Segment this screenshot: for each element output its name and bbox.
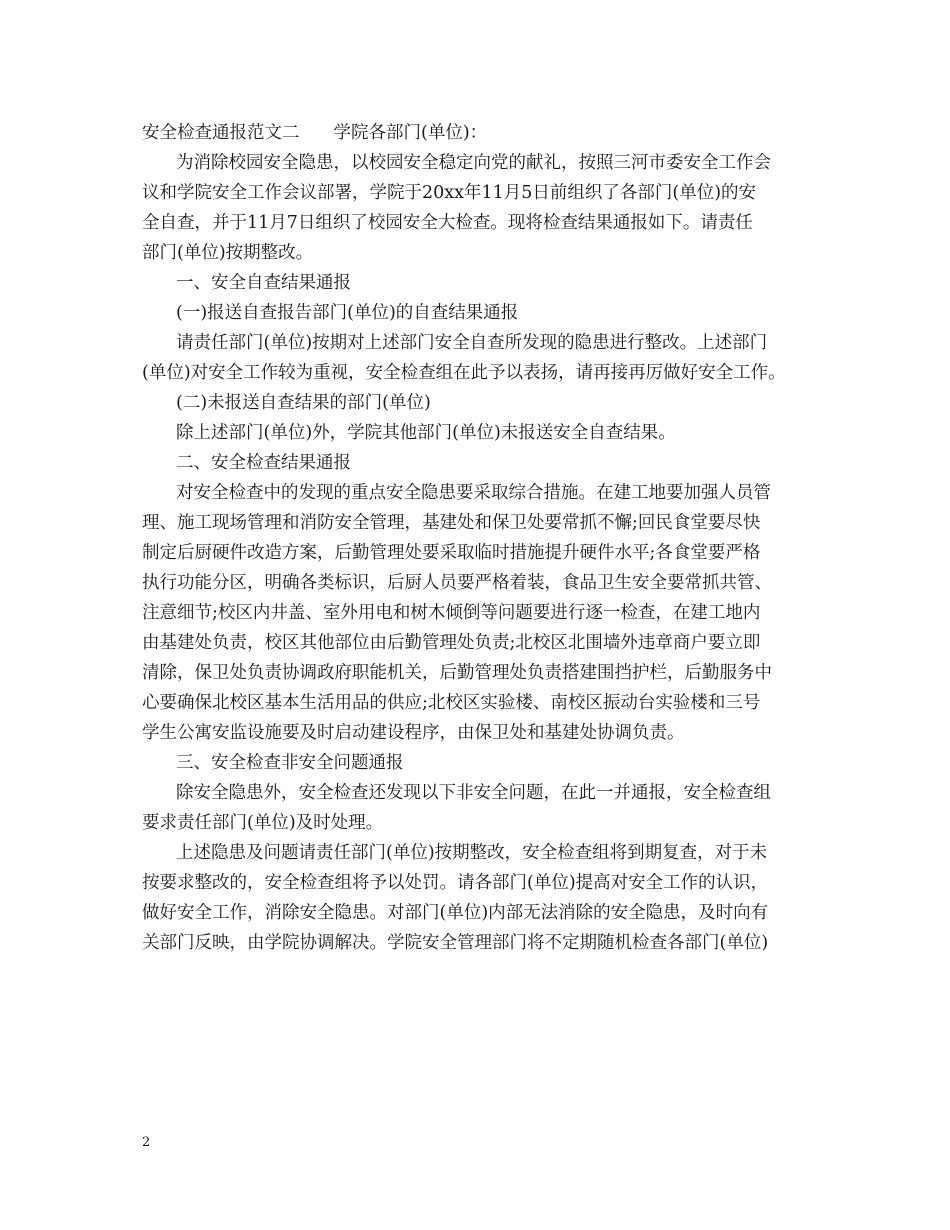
text-line: 学生公寓安监设施要及时启动建设程序，由保卫处和基建处协调负责。 [142, 723, 685, 743]
text-line: 全自查，并于11月7日组织了校园安全大检查。现将检查结果通报如下。请责任 [142, 213, 753, 233]
text-line: 要求责任部门(单位)及时处理。 [142, 813, 384, 833]
document-heading [142, 118, 822, 148]
text-line: 三、安全检查非安全问题通报 [176, 753, 404, 773]
text-line: 部门(单位)按期整改。 [142, 243, 314, 263]
page-number: 2 [142, 1135, 151, 1150]
text-line: 心要确保北校区基本生活用品的供应;北校区实验楼、南校区振动台实验楼和三号 [142, 693, 761, 713]
text-line: 理、施工现场管理和消防安全管理，基建处和保卫处要常抓不懈;回民食堂要尽快 [142, 513, 761, 533]
text-line: 注意细节;校区内井盖、室外用电和树木倾倒等问题要进行逐一检查，在建工地内 [142, 603, 761, 623]
text-line: 请责任部门(单位)按期对上述部门安全自查所发现的隐患进行整改。上述部门 [176, 333, 768, 353]
text-line: 制定后厨硬件改造方案，后勤管理处要采取临时措施提升硬件水平;各食堂要严格 [142, 543, 761, 563]
document-recipient: 学院各部门(单位)： [333, 123, 488, 143]
text-line: 按要求整改的，安全检查组将予以处罚。请各部门(单位)提高对安全工作的认识， [142, 873, 769, 893]
text-line: 由基建处负责，校区其他部位由后勤管理处负责;北校区北围墙外违章商户要立即 [142, 633, 761, 653]
text-line: 议和学院安全工作会议部署，学院于20xx年11月5日前组织了各部门(单位)的安 [142, 183, 757, 203]
text-line: 除上述部门(单位)外，学院其他部门(单位)未报送安全自查结果。 [176, 423, 676, 443]
text-line: (二)未报送自查结果的部门(单位) [176, 393, 431, 413]
text-line: (一)报送自查报告部门(单位)的自查结果通报 [176, 303, 519, 323]
text-line: 一、安全自查结果通报 [176, 273, 351, 293]
document-body [142, 118, 822, 958]
text-line: 为消除校园安全隐患，以校园安全稳定向党的献礼，按照三河市委安全工作会 [176, 153, 771, 173]
text-line: (单位)对安全工作较为重视，安全检查组在此予以表扬，请再接再厉做好安全工作。 [142, 363, 786, 383]
text-line: 清除，保卫处负责协调政府职能机关，后勤管理处负责搭建围挡护栏，后勤服务中 [142, 663, 772, 683]
document-title: 安全检查通报范文二 [142, 123, 300, 143]
text-line: 除安全隐患外，安全检查还发现以下非安全问题，在此一并通报，安全检查组 [176, 783, 771, 803]
text-line: 对安全检查中的发现的重点安全隐患要采取综合措施。在建工地要加强人员管 [176, 483, 771, 503]
text-line: 做好安全工作，消除安全隐患。对部门(单位)内部无法消除的安全隐患，及时向有 [142, 903, 769, 923]
text-line: 关部门反映，由学院协调解决。学院安全管理部门将不定期随机检查各部门(单位) [142, 933, 769, 953]
text-line: 二、安全检查结果通报 [176, 453, 351, 473]
text-line: 执行功能分区，明确各类标识，后厨人员要严格着装，食品卫生安全要常抓共管、 [142, 573, 772, 593]
text-line: 上述隐患及问题请责任部门(单位)按期整改，安全检查组将到期复查，对于未 [176, 843, 768, 863]
